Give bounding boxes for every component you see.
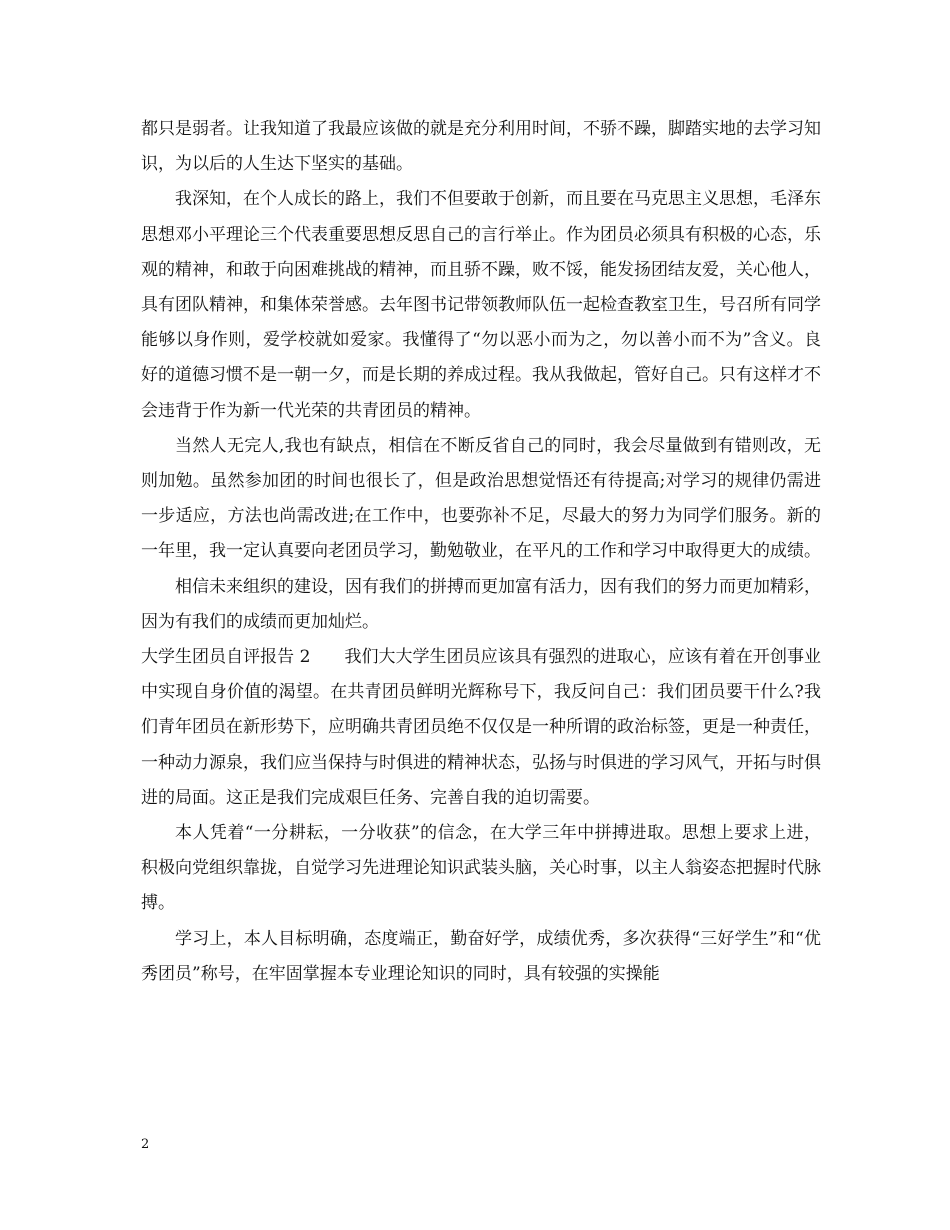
section-intro-text: 我们大大学生团员应该具有强烈的进取心，应该有着在开创事业中实现自身价值的渴望。在共青团员鲜明光辉称号下，我反问自己：我们团员要干什么?我们青年团员在新形势下，应明确共青团员绝不仅仅是一种所谓的政治标签，更是一种责任，一种动力源泉，我们应当保持与时俱进的精神状态，弘扬与时俱进的学习风气，开拓与时俱进的局面。这正是我们完成艰巨任务、完善自我的迫切需要。 <box>141 647 821 808</box>
section-heading-paragraph <box>141 640 821 816</box>
page-number: 2 <box>141 1137 150 1152</box>
paragraph-innovation: 我深知，在个人成长的路上，我们不但要敢于创新，而且要在马克思主义思想，毛泽东思想邓小平理论三个代表重要思想反思自己的言行举止。作为团员必须具有积极的心态，乐观的精神，和敢于向困难挑战的精神，而且骄不躁，败不馁，能发扬团结友爱，关心他人，具有团队精神，和集体荣誉感。去年图书记带领教师队伍一起检查教室卫生，号召所有同学能够以身作则，爱学校就如爱家。我懂得了“勿以恶小而为之，勿以善小而不为”含义。良好的道德习惯不是一朝一夕，而是长期的养成过程。我从我做起，管好自己。只有这样才不会违背于作为新一代光荣的共青团员的精神。 <box>141 189 821 421</box>
section-heading: 大学生团员自评报告 2 <box>141 647 311 668</box>
document-body <box>141 112 821 992</box>
paragraph-future: 相信未来组织的建设，因有我们的拼搏而更加富有活力，因有我们的努力而更加精彩，因为有我们的成绩而更加灿烂。 <box>141 576 821 632</box>
paragraph-study: 学习上，本人目标明确，态度端正，勤奋好学，成绩优秀，多次获得“三好学生”和“优秀团员”称号，在牢固掌握本专业理论知识的同时，具有较强的实操能 <box>141 928 821 984</box>
paragraph-belief: 本人凭着“一分耕耘，一分收获”的信念，在大学三年中拼搏进取。思想上要求上进，积极向党组织靠拢，自觉学习先进理论知识武装头脑，关心时事，以主人翁姿态把握时代脉搏。 <box>141 823 821 914</box>
paragraph-continued: 都只是弱者。让我知道了我最应该做的就是充分利用时间，不骄不躁，脚踏实地的去学习知识，为以后的人生达下坚实的基础。 <box>141 119 821 175</box>
paragraph-self-reflection: 当然人无完人,我也有缺点，相信在不断反省自己的同时，我会尽量做到有错则改，无则加勉。虽然参加团的时间也很长了，但是政治思想觉悟还有待提高;对学习的规律仍需进一步适应，方法也尚需改进;在工作中，也要弥补不足，尽最大的努力为同学们服务。新的一年里，我一定认真要向老团员学习，勤勉敬业，在平凡的工作和学习中取得更大的成绩。 <box>141 435 821 562</box>
